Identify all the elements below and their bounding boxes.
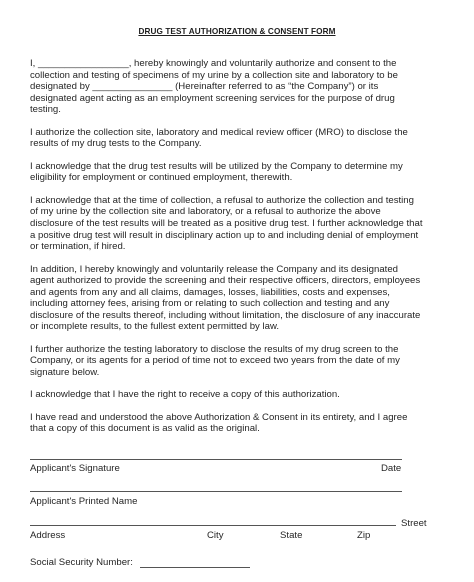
paragraph-line: of my urine by the collection site and laboratory, or a refusal to authorize the above [30, 206, 381, 218]
paragraph-line: I acknowledge that the drug test results will be utilized by the Company to determine my [30, 160, 403, 172]
paragraph-line: results of my drug tests to the Company. [30, 138, 202, 150]
paragraph-line: signature below. [30, 367, 100, 379]
paragraph-line: I, _________________, hereby knowingly and voluntarily authorize and consent to the [30, 58, 397, 69]
paragraph [30, 412, 448, 435]
ssn-label: Social Security Number: [30, 557, 133, 568]
paragraph-line: disclosure of the results thereof, including without limitation, the disclosure of any inaccurate [30, 309, 421, 321]
zip-label: Zip [357, 530, 371, 541]
paragraph-line: I acknowledge that I have the right to receive a copy of this authorization. [30, 389, 340, 401]
paragraph-line: a positive drug test will result in disciplinary action up to and including denial of employment [30, 229, 419, 241]
paragraph-line: I acknowledge that at the time of collection, a refusal to authorize the collection and testing [30, 194, 414, 206]
paragraph-line: disclosure of the test results will be treated as a positive drug test. I further acknowledge that [30, 217, 423, 229]
paragraph-line: collection and testing of specimens of my urine by a collection site and laboratory to be [30, 69, 398, 81]
state-label: State [280, 530, 303, 541]
paragraph-line: designated agent acting as an employment screening services for the purpose of drug [30, 92, 395, 104]
street-label: Street [401, 518, 427, 529]
ssn-line[interactable] [140, 567, 250, 568]
printed-name-label: Applicant's Printed Name [30, 496, 138, 507]
printed-name-line[interactable] [30, 491, 402, 492]
applicant-signature-label: Applicant's Signature [30, 463, 120, 474]
paragraph-line: including attorney fees, arising from or relating to such collection and testing and any [30, 298, 390, 310]
paragraph [30, 127, 448, 150]
paragraph-line: In addition, I hereby knowingly and voluntarily release the Company and its designated [30, 263, 398, 275]
paragraph-line: I further authorize the testing laboratory to disclose the results of my drug screen to the [30, 343, 399, 355]
paragraph-line: or termination, if hired. [30, 241, 126, 253]
paragraph-line: or incomplete results, to the fullest extent permitted by law. [30, 321, 280, 333]
paragraph-line: eligibility for employment or continued employment, therewith. [30, 172, 293, 184]
signature-line[interactable] [30, 459, 402, 460]
paragraph-line: designated by _______________ (Hereinafter referred to as “the Company”) or its [30, 81, 379, 93]
form-body [30, 58, 448, 446]
paragraph-line: that a copy of this document is as valid as the original. [30, 423, 260, 435]
paragraph-line: testing. [30, 104, 61, 116]
address-label: Address [30, 530, 66, 541]
form-title: DRUG TEST AUTHORIZATION & CONSENT FORM [138, 27, 336, 36]
city-label: City [207, 530, 224, 541]
street-line[interactable] [30, 525, 396, 526]
date-label: Date [381, 463, 402, 474]
paragraph-line: I authorize the collection site, laboratory and medical review officer (MRO) to disclose the [30, 126, 408, 138]
paragraph [30, 264, 448, 334]
paragraph-line: and agents from any and all claims, damages, losses, liabilities, costs and expenses, [30, 286, 390, 298]
paragraph [30, 161, 448, 184]
paragraph [30, 195, 448, 253]
paragraph-line: Company, or its agents for a period of time not to exceed two years from the date of my [30, 355, 400, 367]
paragraph [30, 389, 448, 401]
paragraph-line: agent authorized to provide the screening and their respective officers, directors, employees [30, 275, 421, 287]
paragraph [30, 344, 448, 379]
paragraph [30, 58, 448, 116]
paragraph-line: I have read and understood the above Authorization & Consent in its entirety, and I agree [30, 411, 408, 423]
